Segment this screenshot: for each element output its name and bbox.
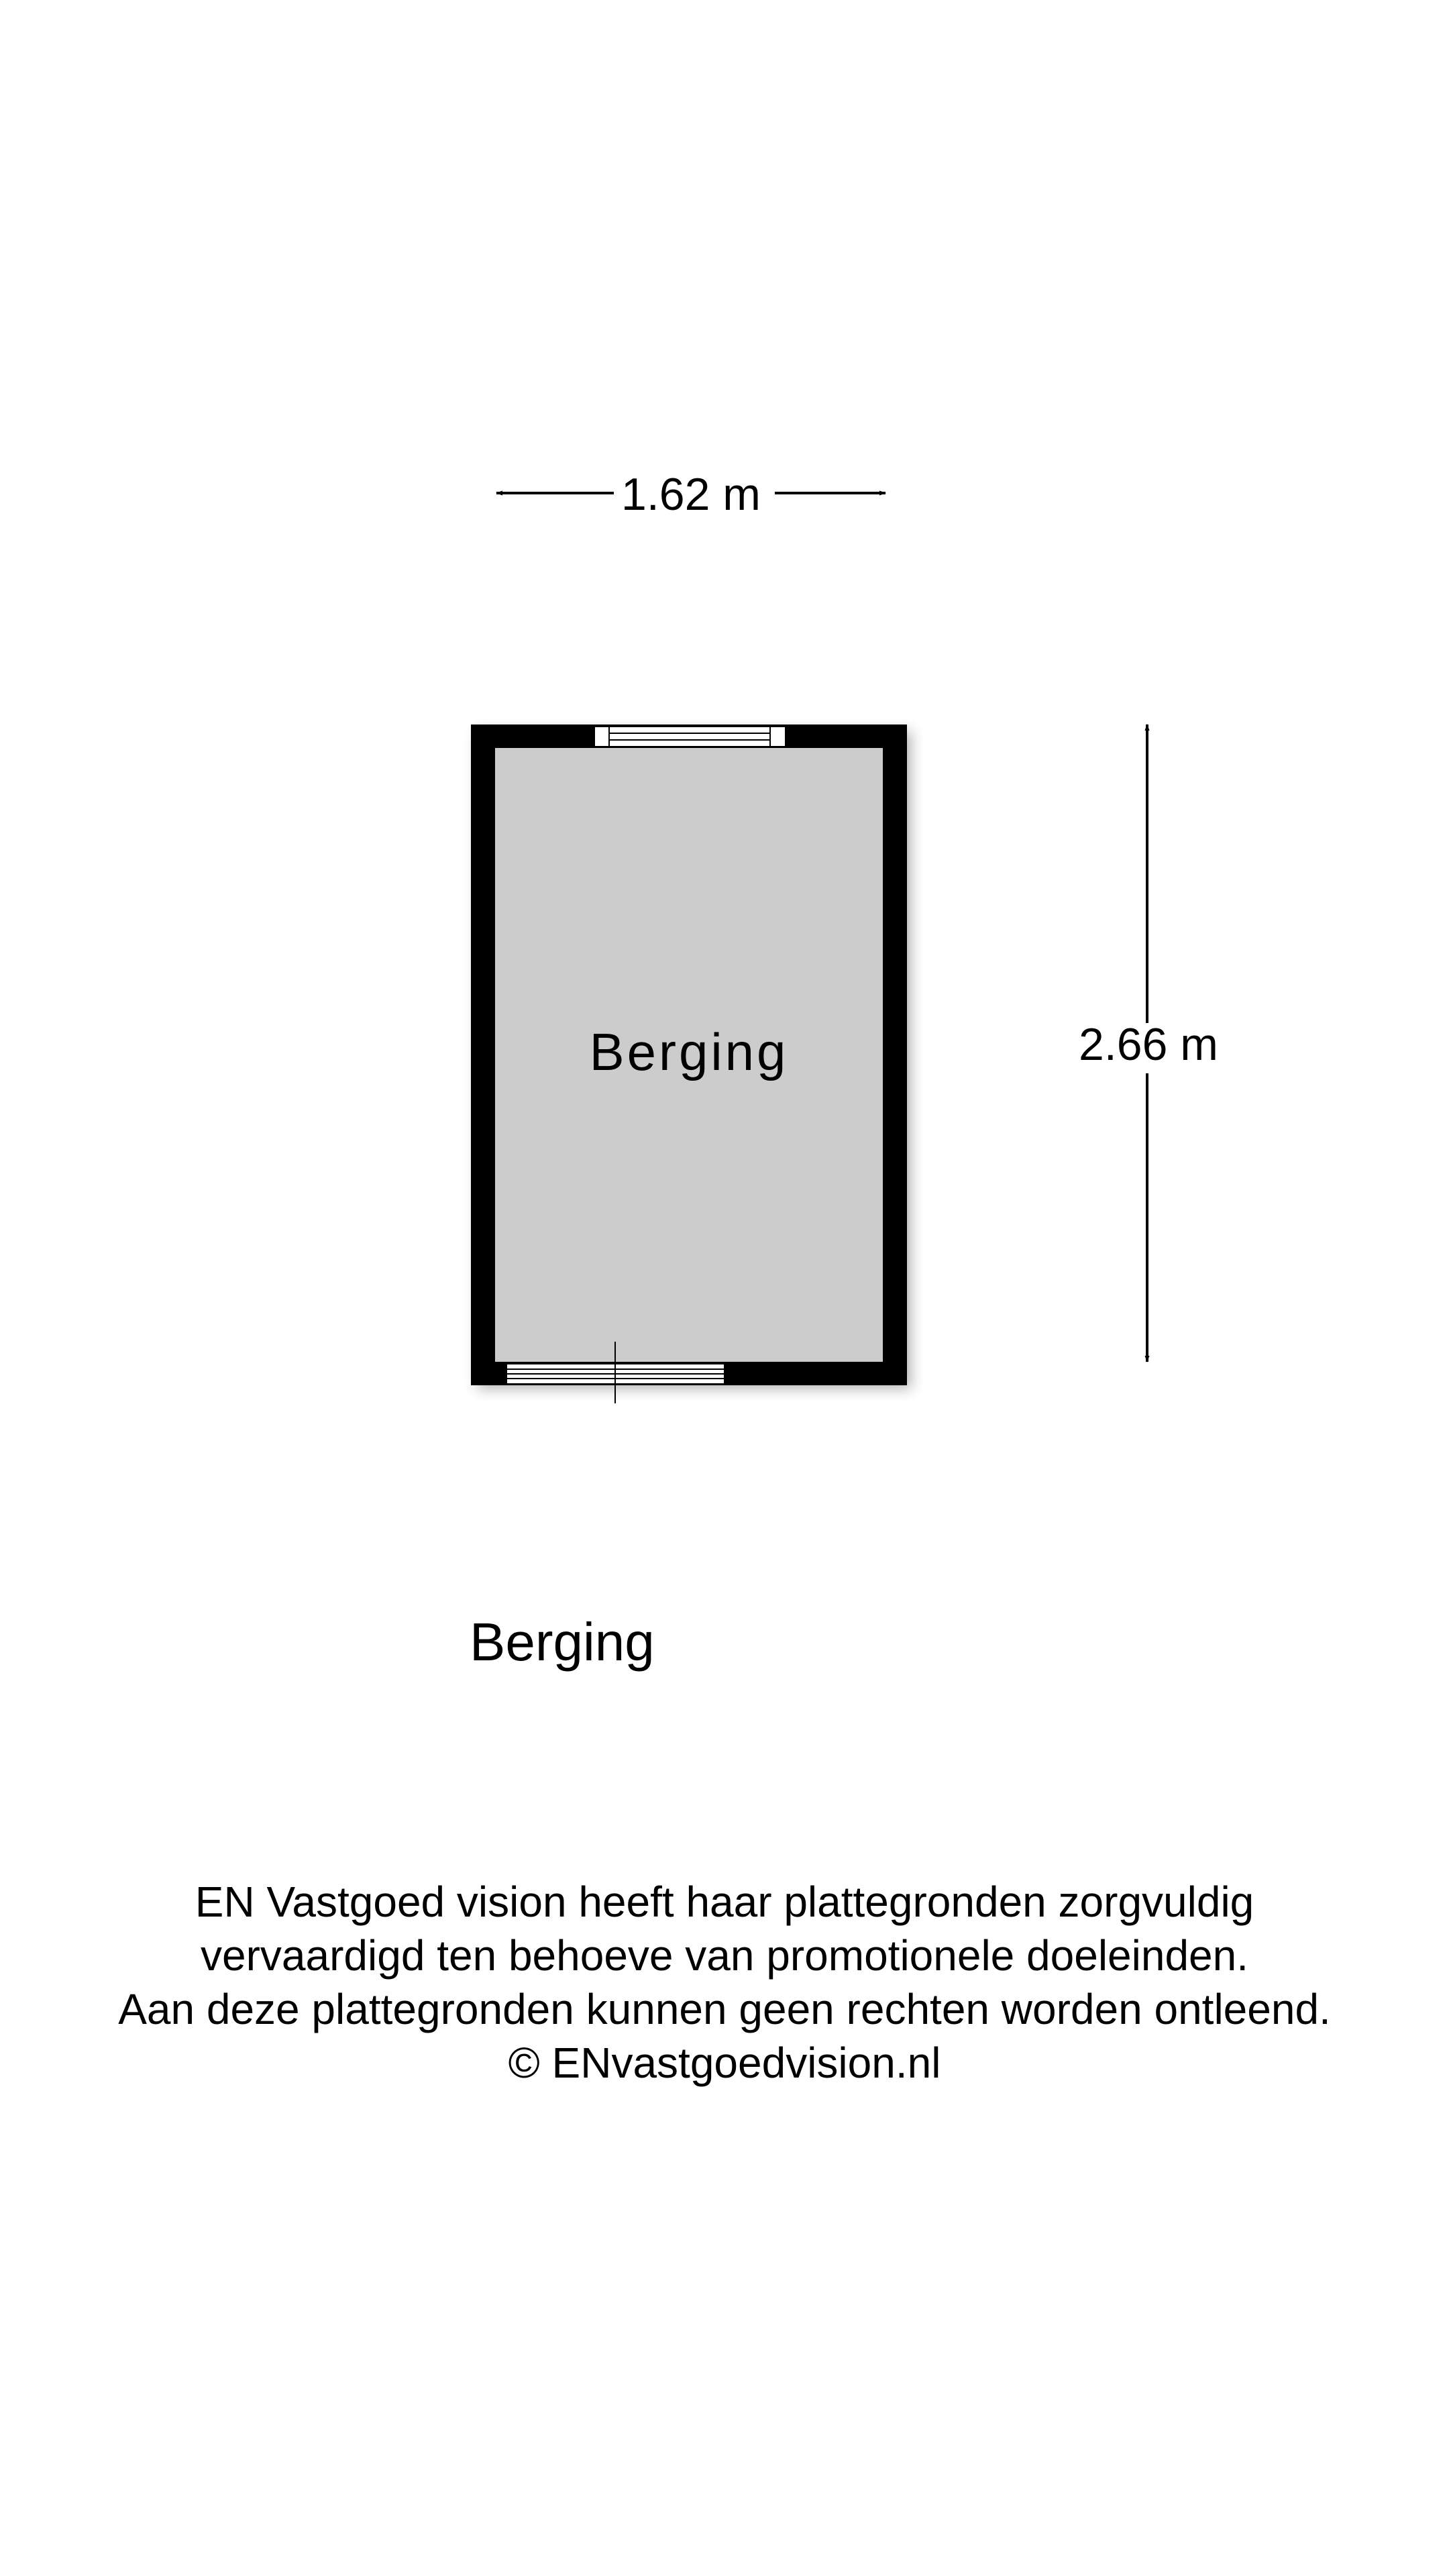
disclaimer-line: EN Vastgoed vision heeft haar plattegronden zorgvuldig — [195, 1878, 1254, 1926]
window-top — [594, 727, 786, 747]
height-dimension — [1079, 724, 1218, 1362]
plan-caption: Berging — [470, 1612, 655, 1672]
disclaimer — [0, 1875, 1449, 2090]
disclaimer-line: Aan deze plattegronden kunnen geen rechten worden ontleend. — [118, 1985, 1331, 2033]
height-dimension-label: 2.66 m — [1079, 1019, 1218, 1070]
room-berging — [471, 724, 911, 1403]
room-label: Berging — [589, 1022, 789, 1081]
width-dimension — [496, 469, 885, 520]
width-dimension-label: 1.62 m — [621, 469, 761, 520]
disclaimer-line: vervaardigd ten behoeve van promotionele doeleinden. — [201, 1931, 1248, 1980]
copyright-line: © ENvastgoedvision.nl — [508, 2039, 941, 2087]
